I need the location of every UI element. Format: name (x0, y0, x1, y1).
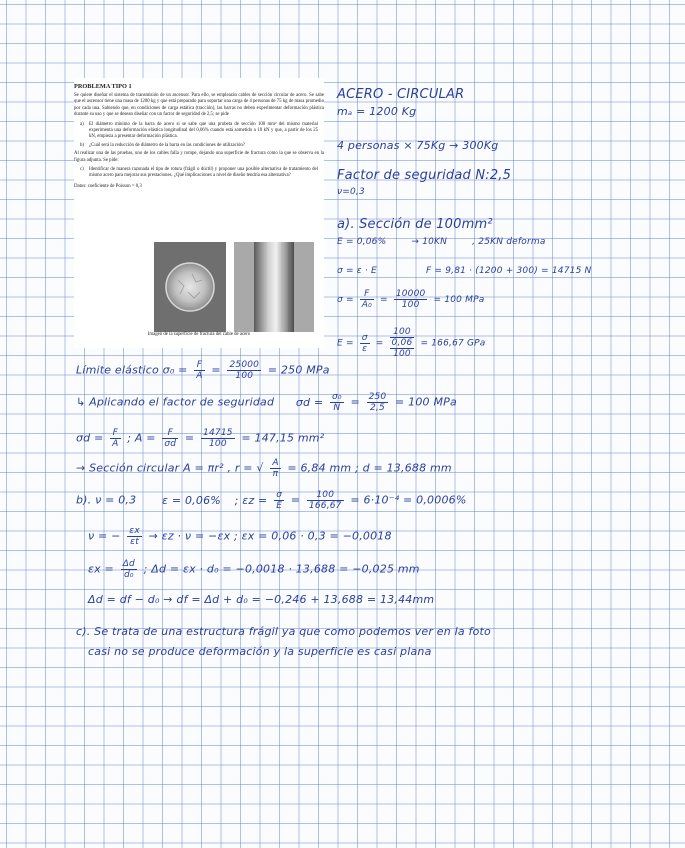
note-hooke: σ = ε · E (337, 266, 377, 276)
equals: = (211, 363, 221, 377)
note-strain-b: ε = 0,06% (162, 493, 221, 507)
cable-side-photo (234, 242, 314, 332)
fraction (360, 333, 370, 354)
fracture-surface-photo (154, 242, 226, 332)
question-a (80, 122, 324, 141)
fraction (274, 490, 284, 511)
question-c-label: c) (80, 167, 84, 173)
problem-intro: Se quiere diseñar el sistema de transmisión de un ascensor. Para ello, se emplearán cables de sección circular de acero. Se sabe que el ascensor tiene una masa de 1200 kg y que está preparado para soportar una carga de 4 personas de 75 kg de masa promedio por cada una. Sabiendo que, en condiciones de carga estática (tracción), las barras no deben experimentar deformación plástica durante su uso y que se desean diseñar con un factor de seguridad de 2,5; se pide (74, 93, 324, 118)
fraction (270, 458, 280, 479)
note-diameter-calc (76, 458, 452, 479)
note-part-c-line2: casi no se produce deformación y la superficie es casi plana (88, 645, 432, 658)
note-material: ACERO - CIRCULAR (337, 87, 465, 102)
note-passenger-load: 4 personas × 75Kg → 300Kg (337, 139, 499, 152)
note-stress-calc (337, 289, 484, 310)
note-nu-label: ν = − (88, 529, 121, 543)
note-stress-label: σ = (337, 295, 354, 305)
note-stress-line (337, 266, 591, 276)
note-part-a-heading: a). Sección de 100mm² (337, 217, 493, 232)
denominator: E (276, 501, 283, 511)
numerator: εx (129, 526, 140, 536)
note-yield-result: = 250 MPa (267, 363, 330, 377)
numerator: A (272, 458, 279, 468)
denominator: 100 (393, 349, 411, 359)
numerator: 25000 (229, 360, 260, 370)
note-ez-result: = 6·10⁻⁴ = 0,0006% (350, 493, 467, 507)
numerator: F (110, 428, 120, 439)
fraction (127, 526, 142, 547)
note-stress-result: = 100 MPa (433, 295, 485, 305)
fraction (121, 559, 137, 580)
question-c-text: Identificar de manera razonada el tipo de rotura (frágil o dúctil) y proponer una posible alternativa de tratamiento del mismo acero para mejorar sus prestaciones. ¿Qué implicaciones a nivel de diseño tendría esa alternativa? (89, 167, 318, 179)
note-poisson: ν=0,3 (337, 187, 365, 197)
fraction (227, 360, 261, 381)
figure-caption: Imagen de la superficie de fractura del cable de acero (147, 332, 251, 337)
numerator: 250 (368, 392, 387, 402)
fracture-photos (154, 242, 314, 332)
note-elevator-mass: mₐ = 1200 Kg (337, 105, 417, 118)
note-yield-label: Límite elástico σ₀ = (76, 363, 188, 377)
problem-title: PROBLEMA TIPO 1 (74, 83, 132, 90)
fraction (330, 392, 344, 413)
note-area-result: = 147,15 mm² (241, 431, 325, 445)
fraction (162, 428, 178, 449)
numerator: σ (361, 332, 368, 343)
poisson-data: Datos: coeficiente de Poisson = 0,3 (74, 183, 142, 189)
note-final-diameter: Δd = df − d₀ → df = Δd + d₀ = −0,246 + 13,688 = 13,44mm (88, 593, 435, 606)
denominator: A₀ (361, 300, 372, 310)
note-ez-label: ; εz = (234, 493, 268, 507)
note-part-b-heading: b). ν = 0,3 (76, 493, 137, 507)
numerator: 0,06 (391, 338, 413, 348)
numerator: 100 (390, 327, 415, 338)
note-circular-section: → Sección circular A = πr² , r = √ (76, 461, 264, 475)
fraction (201, 428, 235, 449)
denominator: 100 (401, 300, 420, 310)
note-diameter-result: = 6,84 mm ; d = 13,688 mm (287, 461, 452, 475)
denominator: 100 (235, 371, 254, 381)
equals: = (350, 395, 360, 409)
numerator: 14715 (203, 428, 233, 438)
note-design-stress (76, 392, 457, 413)
note-safety-factor: Factor de seguridad N:2,5 (337, 168, 512, 183)
fraction (367, 392, 389, 413)
note-strain: E = 0,06% (337, 237, 387, 247)
note-10kn: → 10KN (411, 237, 448, 247)
numerator: F (360, 289, 374, 300)
note-area-eq: ; A = (127, 431, 156, 445)
numerator: F (194, 360, 204, 371)
denominator: A (112, 439, 119, 449)
denominator: d₀ (123, 570, 134, 580)
denominator: εt (130, 537, 139, 547)
equals: = (375, 338, 384, 349)
note-area-label: σd = (76, 431, 104, 445)
note-apply-factor: ↳ Aplicando el factor de seguridad (76, 395, 275, 409)
question-a-label: a) (80, 121, 84, 127)
fraction (390, 327, 415, 359)
denominator: σd (164, 439, 177, 449)
denominator: ε (362, 343, 368, 354)
note-design-result: = 100 MPa (395, 395, 457, 409)
note-yield-limit (76, 360, 330, 381)
numerator: σ (276, 490, 283, 500)
numerator: Δd (122, 559, 135, 569)
equals: = (184, 431, 195, 445)
note-part-c-line1: c). Se trata de una estructura frágil ya que como podemos ver en la foto (76, 625, 491, 638)
numerator: F (162, 428, 178, 439)
fraction (194, 360, 204, 381)
denominator: π (272, 469, 279, 479)
equals: = (290, 493, 301, 507)
denominator: 100 (208, 439, 227, 449)
note-part-b (76, 490, 467, 511)
numerator: 10000 (395, 289, 426, 299)
note-strain-line (337, 237, 546, 247)
question-b-text: ¿Cuál será la reducción de diámetro de la barra en las condiciones de utilización? (89, 142, 245, 148)
note-design-label: σd = (295, 395, 324, 409)
denominator: 166,67 (308, 501, 342, 511)
note-poisson-relation (88, 526, 392, 547)
fraction (307, 490, 344, 511)
fraction (360, 289, 374, 310)
question-b-label: b) (80, 142, 84, 148)
numerator: 100 (307, 490, 344, 501)
note-ex-result: → εz · ν = −εx ; εx = 0,06 · 0,3 = −0,0018 (148, 529, 392, 543)
note-delta-d-result: ; Δd = εx · d₀ = −0,0018 · 13,688 = −0,025 mm (143, 562, 420, 576)
problem-statement (74, 78, 324, 348)
question-a-text: El diámetro mínimo de la barra de acero si se sabe que una probeta de sección 100 mm² del mismo material experimenta una deformación elástica longitudinal del 0,06% cuando está sometido a 10 kN y que, a partir de los 25 kN, empieza a presentar deformación plástica. (89, 121, 318, 140)
fraction (110, 428, 120, 449)
note-modulus-calc (337, 327, 486, 359)
denominator: A (196, 371, 203, 381)
note-diameter-change (88, 559, 420, 580)
numerator: σ₀ (332, 392, 342, 402)
note-ex-label: εx = (88, 562, 114, 576)
question-b (80, 143, 324, 149)
note-modulus-result: = 166,67 GPa (420, 338, 486, 349)
question-c (80, 167, 324, 180)
note-25kn: , 25KN deforma (472, 237, 546, 247)
note-force: F = 9,81 · (1200 + 300) = 14715 N (425, 266, 592, 276)
equals: = (380, 295, 388, 305)
problem-intro-2: Al realizar una de las pruebas, uno de los cables falla y rompe, dejando una superficie de fractura como la que se observa en la figura adjunta. Se pide: (74, 151, 324, 163)
fraction (394, 289, 428, 310)
denominator: 2,5 (369, 403, 385, 413)
denominator: N (333, 403, 341, 413)
note-area-calc (76, 428, 324, 449)
note-modulus-label: E = (337, 338, 354, 349)
